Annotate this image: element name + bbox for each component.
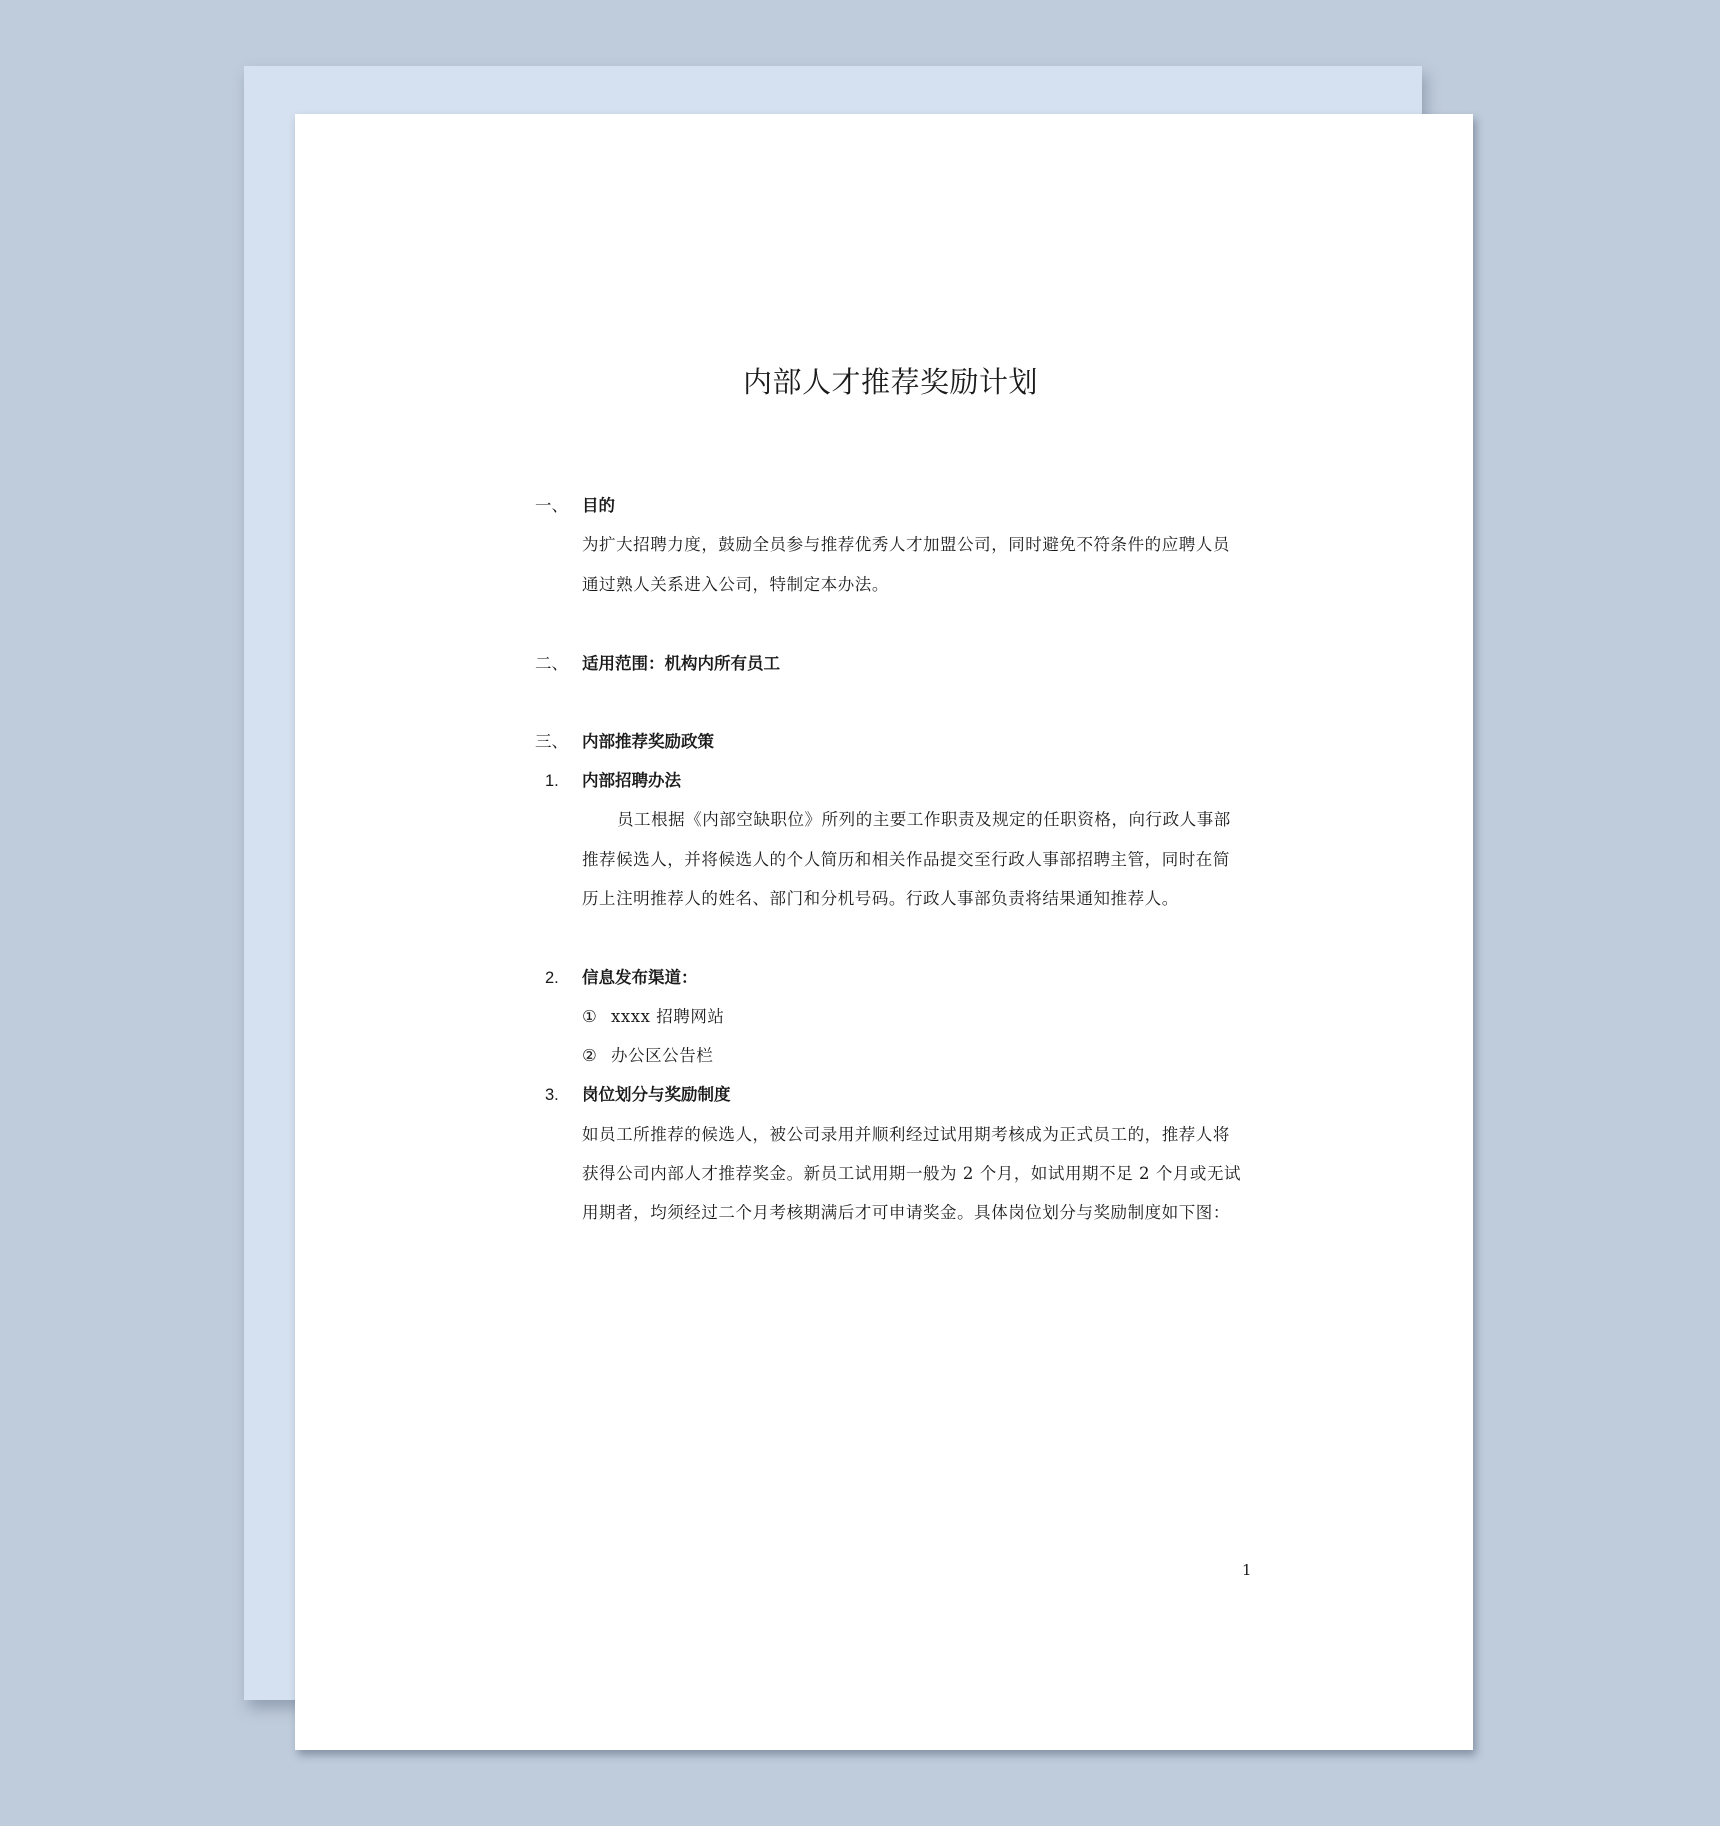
item-3-line-3: 用期者，均须经过二个月考核期满后才可申请奖金。具体岗位划分与奖励制度如下图： xyxy=(582,1203,1230,1222)
item-3-line-1: 如员工所推荐的候选人，被公司录用并顺利经过试用期考核成为正式员工的，推荐人将 xyxy=(582,1125,1230,1144)
item-2-heading: 信息发布渠道： xyxy=(582,968,698,987)
section-2-heading: 适用范围：机构内所有员工 xyxy=(582,654,780,673)
document-page xyxy=(295,114,1473,1750)
item-1-line-3: 历上注明推荐人的姓名、部门和分机号码。行政人事部负责将结果通知推荐人。 xyxy=(582,889,1179,908)
section-1-line-2: 通过熟人关系进入公司，特制定本办法。 xyxy=(582,575,889,594)
section-1-line-1: 为扩大招聘力度，鼓励全员参与推荐优秀人才加盟公司，同时避免不符条件的应聘人员 xyxy=(582,535,1230,554)
section-1-marker: 一、 xyxy=(535,497,568,515)
item-1-marker: 1. xyxy=(545,772,559,790)
item-2-marker: 2. xyxy=(545,969,559,987)
item-3-marker: 3. xyxy=(545,1086,559,1104)
section-1-heading: 目的 xyxy=(582,496,615,515)
document-title: 内部人才推荐奖励计划 xyxy=(743,365,1039,399)
item-3-line-2: 获得公司内部人才推荐奖金。新员工试用期一般为 2 个月，如试用期不足 2 个月或无试 xyxy=(582,1164,1242,1183)
channel-2-marker: ② xyxy=(582,1046,598,1065)
channel-1-marker: ① xyxy=(582,1007,598,1026)
section-3-marker: 三、 xyxy=(535,733,568,751)
item-1-line-2: 推荐候选人，并将候选人的个人简历和相关作品提交至行政人事部招聘主管，同时在简 xyxy=(582,850,1230,869)
item-1-heading: 内部招聘办法 xyxy=(582,771,681,790)
channel-2-text: 办公区公告栏 xyxy=(611,1046,714,1065)
item-3-heading: 岗位划分与奖励制度 xyxy=(582,1085,731,1104)
section-3-heading: 内部推荐奖励政策 xyxy=(582,732,714,751)
section-2-marker: 二、 xyxy=(535,655,568,673)
page-number: 1 xyxy=(1242,1561,1252,1579)
channel-1-text: xxxx 招聘网站 xyxy=(611,1007,725,1026)
item-1-line-1: 员工根据《内部空缺职位》所列的主要工作职责及规定的任职资格，向行政人事部 xyxy=(617,810,1231,829)
